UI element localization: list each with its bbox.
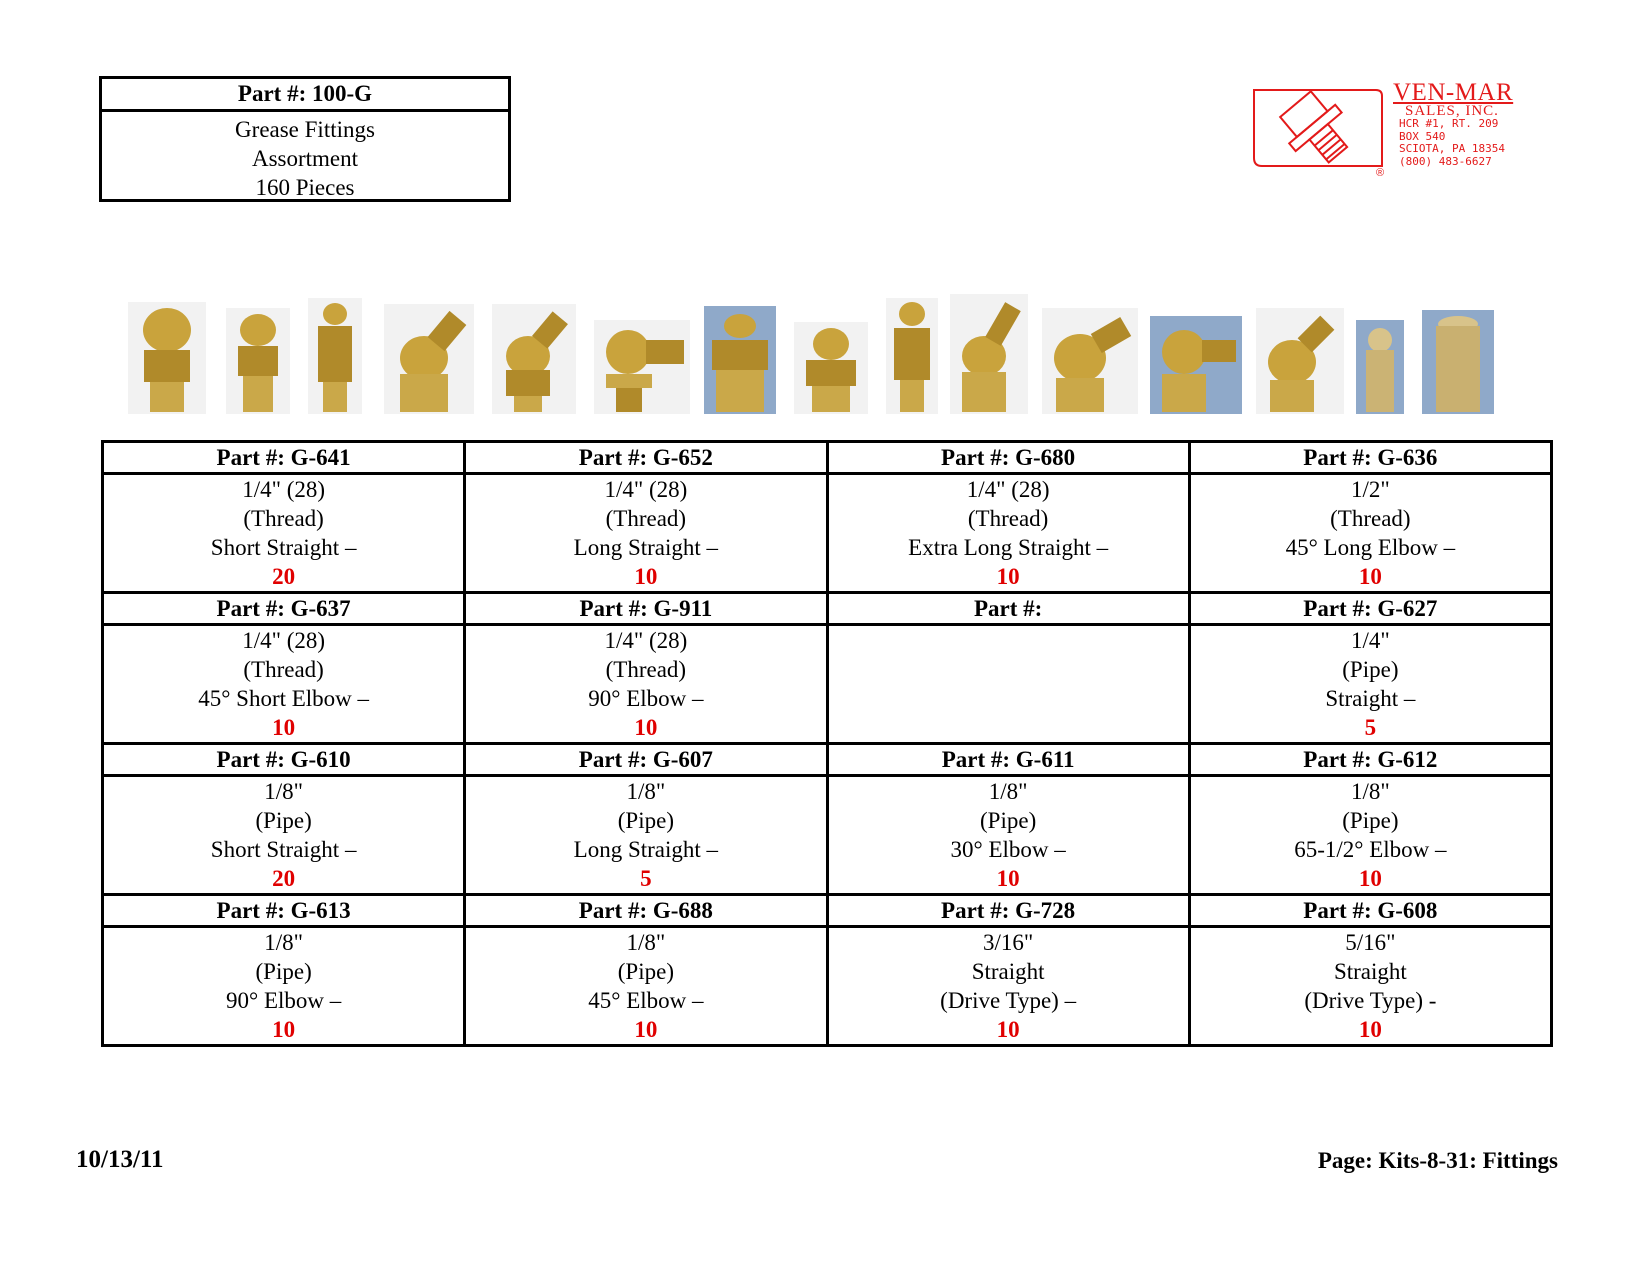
document-date: 10/13/11	[76, 1146, 164, 1173]
part-spec-line: 3/16"	[982, 930, 1034, 955]
logo-address-line: BOX 540	[1399, 129, 1446, 143]
part-spec-line: Straight –	[1325, 686, 1416, 711]
part-spec-line: 45° Short Elbow –	[198, 686, 370, 711]
part-quantity: 20	[272, 866, 296, 891]
part-quantity: 10	[996, 564, 1020, 589]
page-reference: Page: Kits-8-31: Fittings	[1317, 1148, 1558, 1173]
part-detail-cell	[1189, 474, 1551, 593]
part-detail-cell	[1189, 927, 1551, 1046]
part-spec-line: 1/4" (28)	[242, 628, 326, 653]
part-spec-line: (Pipe)	[617, 808, 674, 833]
part-detail-cell	[827, 625, 1189, 744]
part-spec-line: (Drive Type) –	[940, 988, 1077, 1013]
part-spec-line: 45° Elbow –	[588, 988, 704, 1013]
part-number-cell: Part #: G-641	[103, 442, 465, 474]
part-header-row	[103, 593, 1552, 625]
part-spec-line: (Thread)	[243, 506, 324, 531]
part-detail-row	[103, 625, 1552, 744]
part-quantity: 5	[640, 866, 652, 891]
part-detail-cell	[1189, 625, 1551, 744]
logo-address-line: (800) 483-6627	[1399, 154, 1492, 168]
fitting-photo-90-elbow	[594, 320, 690, 414]
part-detail-cell	[827, 927, 1189, 1046]
part-detail-cell	[465, 927, 827, 1046]
part-spec-line: (Pipe)	[1342, 657, 1399, 682]
part-number-cell: Part #: G-627	[1189, 593, 1551, 625]
part-spec-line: (Pipe)	[255, 959, 312, 984]
part-spec-line: (Drive Type) -	[1304, 988, 1437, 1013]
part-number-cell: Part #: G-607	[465, 744, 827, 776]
logo-company-sub: SALES, INC.	[1405, 103, 1499, 119]
part-spec-line: 1/4" (28)	[966, 477, 1050, 502]
fittings-photo-strip	[128, 294, 1528, 414]
logo-address-line: SCIOTA, PA 18354	[1399, 142, 1505, 155]
part-quantity: 10	[1358, 866, 1382, 891]
part-spec-line: Long Straight –	[573, 535, 719, 560]
part-quantity: 10	[634, 564, 658, 589]
part-detail-cell	[465, 625, 827, 744]
part-spec-line: 65-1/2° Elbow –	[1294, 837, 1447, 862]
part-header-box	[99, 76, 511, 202]
part-detail-cell	[827, 776, 1189, 895]
part-spec-line: (Thread)	[1330, 506, 1411, 531]
part-spec-line: 1/4" (28)	[242, 477, 326, 502]
part-number-cell: Part #: G-613	[103, 895, 465, 927]
part-spec-line: 1/8"	[988, 779, 1028, 804]
part-spec-line: Short Straight –	[210, 837, 357, 862]
fitting-photo-straight-short	[128, 302, 206, 414]
part-spec-line: (Thread)	[605, 506, 687, 531]
part-spec-line: 1/4"	[1350, 628, 1390, 653]
part-spec-line: 1/8"	[264, 779, 304, 804]
part-quantity: 10	[996, 866, 1020, 891]
part-quantity: 10	[996, 1017, 1020, 1042]
registered-mark: ®	[1376, 167, 1385, 178]
part-spec-line: (Pipe)	[980, 808, 1037, 833]
part-spec-line: 45° Long Elbow –	[1285, 535, 1456, 560]
fitting-photo-eighth-90-elbow	[1150, 316, 1242, 414]
part-detail-cell	[103, 625, 465, 744]
company-logo	[1248, 79, 1538, 178]
part-detail-cell	[465, 776, 827, 895]
part-quantity: 10	[634, 1017, 658, 1042]
part-spec-line: Long Straight –	[573, 837, 719, 862]
part-spec-line	[829, 626, 1188, 655]
part-header-row	[103, 744, 1552, 776]
part-number-cell: Part #: G-652	[465, 442, 827, 474]
part-spec-line: Straight	[971, 959, 1045, 984]
part-spec-line: 1/8"	[626, 779, 666, 804]
part-detail-cell	[465, 474, 827, 593]
parts-table	[101, 440, 1553, 1047]
part-spec-line: 1/8"	[1350, 779, 1390, 804]
part-quantity: 10	[272, 1017, 296, 1042]
part-spec-line	[829, 684, 1188, 713]
part-number-cell: Part #:	[827, 593, 1189, 625]
part-number-cell: Part #: G-612	[1189, 744, 1551, 776]
fitting-photo-65-elbow	[1042, 308, 1138, 414]
fitting-photo-45-long-elbow	[384, 304, 474, 414]
part-number-cell: Part #: G-637	[103, 593, 465, 625]
part-spec-line: 90° Elbow –	[588, 686, 704, 711]
part-detail-cell	[1189, 776, 1551, 895]
part-detail-row	[103, 927, 1552, 1046]
part-number-cell: Part #: G-680	[827, 442, 1189, 474]
fitting-photo-45-short-elbow	[492, 304, 576, 414]
part-spec-line: (Pipe)	[255, 808, 312, 833]
logo-address-line: HCR #1, RT. 209	[1399, 117, 1499, 130]
part-number-cell: Part #: G-611	[827, 744, 1189, 776]
part-detail-row	[103, 474, 1552, 593]
part-spec-line: (Thread)	[243, 657, 324, 682]
fitting-logo-icon	[1248, 86, 1388, 178]
part-quantity: 10	[1358, 564, 1382, 589]
fitting-photo-eighth-45-elbow	[1256, 308, 1344, 414]
part-quantity: 5	[1364, 715, 1377, 740]
part-number-cell: Part #: G-688	[465, 895, 827, 927]
part-spec-line: 30° Elbow –	[950, 837, 1066, 862]
logo-company-name: VEN-MAR	[1393, 79, 1514, 106]
kit-desc-line: 160 Pieces	[255, 175, 355, 200]
fitting-photo-eighth-short	[794, 322, 868, 414]
part-quantity: 10	[1358, 1017, 1382, 1042]
part-detail-cell	[827, 474, 1189, 593]
part-spec-line: 90° Elbow –	[226, 988, 342, 1013]
part-spec-line: Straight	[1333, 959, 1407, 984]
part-quantity: 10	[272, 715, 296, 740]
logo-text	[1393, 79, 1514, 168]
kit-desc-line: Grease Fittings	[235, 117, 375, 142]
fitting-photo-eighth-long	[886, 298, 938, 414]
part-quantity: 20	[272, 564, 296, 589]
part-spec-line: 1/8"	[626, 930, 666, 955]
part-detail-cell	[103, 927, 465, 1046]
fitting-photo-straight-long	[226, 308, 290, 414]
part-spec-line: (Pipe)	[617, 959, 674, 984]
part-detail-cell	[103, 474, 465, 593]
part-header-row	[103, 895, 1552, 927]
part-spec-line: Short Straight –	[210, 535, 357, 560]
part-header-row	[103, 442, 1552, 474]
part-detail-row	[103, 776, 1552, 895]
part-detail-cell	[103, 776, 465, 895]
kit-part-number: Part #: 100-G	[102, 79, 508, 112]
part-spec-line: Extra Long Straight –	[908, 535, 1109, 560]
part-number-cell: Part #: G-610	[103, 744, 465, 776]
part-spec-line: 1/2"	[1350, 477, 1390, 502]
part-spec-line: 1/4" (28)	[604, 477, 688, 502]
part-quantity: 10	[634, 715, 658, 740]
part-number-cell: Part #: G-911	[465, 593, 827, 625]
fitting-photo-extra-long	[308, 298, 362, 414]
part-spec-line: 1/8"	[264, 930, 304, 955]
kit-desc-line: Assortment	[251, 146, 359, 171]
part-spec-line: 1/4" (28)	[604, 628, 688, 653]
kit-description	[102, 112, 508, 202]
part-spec-line: (Thread)	[967, 506, 1049, 531]
part-number-cell: Part #: G-608	[1189, 895, 1551, 927]
part-spec-line: (Thread)	[605, 657, 687, 682]
part-spec-line: 5/16"	[1345, 930, 1396, 955]
fitting-photo-quarter-pipe	[704, 306, 776, 414]
fitting-photo-drive-3-16	[1356, 320, 1404, 414]
fitting-photo-drive-5-16	[1422, 310, 1494, 414]
fitting-photo-30-elbow	[950, 294, 1028, 414]
part-number-cell: Part #: G-728	[827, 895, 1189, 927]
part-spec-line: (Pipe)	[1342, 808, 1399, 833]
part-number-cell: Part #: G-636	[1189, 442, 1551, 474]
part-spec-line	[829, 655, 1188, 684]
